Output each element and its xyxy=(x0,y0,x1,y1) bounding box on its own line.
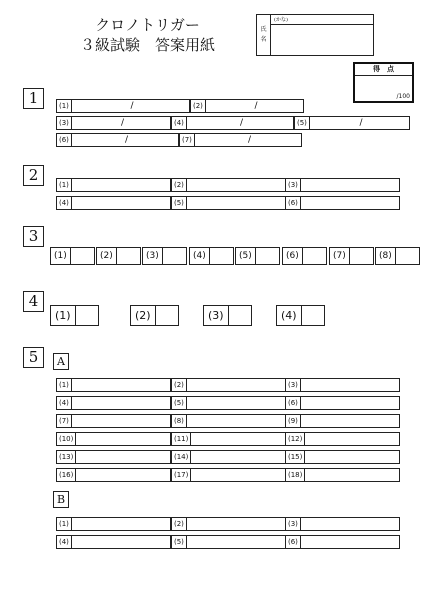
s5b-answer[interactable] xyxy=(171,535,286,549)
s5a-answer[interactable] xyxy=(285,414,400,428)
s5a-answer[interactable] xyxy=(171,414,286,428)
answer-label: (10) xyxy=(57,433,76,445)
answer-label: (4) xyxy=(190,248,210,264)
answer-label: (1) xyxy=(57,379,72,391)
name-label xyxy=(257,15,271,55)
s1-answer-7[interactable] xyxy=(179,133,302,147)
slash-mark: / xyxy=(124,135,128,145)
s3-answer-box[interactable] xyxy=(142,247,187,265)
answer-label: (13) xyxy=(57,451,76,463)
s2-answer[interactable] xyxy=(285,196,400,210)
s4-answer-box[interactable] xyxy=(276,305,325,326)
title-line-2: ３級試験 答案用紙 xyxy=(79,36,215,54)
answer-label: (18) xyxy=(286,469,305,481)
name-label-bottom: 名 xyxy=(260,36,267,43)
s3-answer-box[interactable] xyxy=(189,247,234,265)
s5a-answer[interactable] xyxy=(171,432,286,446)
section-4-number: 4 xyxy=(23,291,44,312)
answer-label: (15) xyxy=(286,451,305,463)
section-1-number: 1 xyxy=(23,88,44,109)
s5a-answer[interactable] xyxy=(285,450,400,464)
answer-label: (1) xyxy=(57,100,72,112)
s4-answer-box[interactable] xyxy=(203,305,252,326)
name-label-top: 氏 xyxy=(260,26,267,33)
score-label: 得 点 xyxy=(355,64,412,76)
s5a-answer[interactable] xyxy=(56,450,171,464)
s5b-answer[interactable] xyxy=(171,517,286,531)
section-3-number: 3 xyxy=(23,226,44,247)
s5b-answer[interactable] xyxy=(56,517,171,531)
answer-label: (3) xyxy=(286,379,301,391)
answer-label: (4) xyxy=(172,117,187,129)
answer-label: (5) xyxy=(172,397,187,409)
s5a-answer[interactable] xyxy=(285,378,400,392)
answer-label: (2) xyxy=(172,379,187,391)
answer-label: (7) xyxy=(330,248,350,264)
s3-answer-box[interactable] xyxy=(329,247,374,265)
s5a-answer[interactable] xyxy=(56,468,171,482)
section-2-number: 2 xyxy=(23,165,44,186)
answer-label: (4) xyxy=(57,536,72,548)
s5a-answer[interactable] xyxy=(171,378,286,392)
s5a-answer[interactable] xyxy=(285,468,400,482)
answer-label: (3) xyxy=(143,248,163,264)
s1-answer-3[interactable] xyxy=(56,116,171,130)
answer-label: (4) xyxy=(277,306,302,325)
s5a-answer[interactable] xyxy=(171,468,286,482)
answer-label: (1) xyxy=(57,179,72,191)
answer-label: (7) xyxy=(57,415,72,427)
s5b-answer[interactable] xyxy=(285,535,400,549)
answer-label: (14) xyxy=(172,451,191,463)
answer-label: (2) xyxy=(131,306,156,325)
slash-mark: / xyxy=(239,118,243,128)
s2-answer[interactable] xyxy=(56,196,171,210)
s5b-answer[interactable] xyxy=(285,517,400,531)
answer-label: (3) xyxy=(286,179,301,191)
answer-label: (16) xyxy=(57,469,76,481)
answer-label: (6) xyxy=(57,134,72,146)
answer-label: (5) xyxy=(172,197,187,209)
answer-label: (12) xyxy=(286,433,305,445)
score-denominator: /100 xyxy=(396,93,410,100)
answer-label: (6) xyxy=(286,397,301,409)
s4-answer-box[interactable] xyxy=(130,305,179,326)
section-5-number: 5 xyxy=(23,347,44,368)
answer-label: (6) xyxy=(286,536,301,548)
name-box[interactable] xyxy=(256,14,374,56)
s1-answer-2[interactable] xyxy=(190,99,304,113)
s1-answer-6[interactable] xyxy=(56,133,179,147)
score-box[interactable] xyxy=(353,62,414,103)
section-5-part-a-label: A xyxy=(53,353,69,370)
s5a-answer[interactable] xyxy=(285,432,400,446)
answer-label: (1) xyxy=(57,518,72,530)
answer-label: (11) xyxy=(172,433,191,445)
s5b-answer[interactable] xyxy=(56,535,171,549)
answer-label: (17) xyxy=(172,469,191,481)
s5a-answer[interactable] xyxy=(56,432,171,446)
answer-label: (1) xyxy=(51,248,71,264)
s5a-answer[interactable] xyxy=(56,414,171,428)
s5a-answer[interactable] xyxy=(285,396,400,410)
answer-label: (9) xyxy=(286,415,301,427)
slash-mark: / xyxy=(254,101,258,111)
slash-mark: / xyxy=(247,135,251,145)
kana-divider xyxy=(270,24,373,25)
answer-label: (2) xyxy=(191,100,206,112)
answer-label: (2) xyxy=(172,518,187,530)
s3-answer-box[interactable] xyxy=(375,247,420,265)
answer-label: (6) xyxy=(286,197,301,209)
slash-mark: / xyxy=(120,118,124,128)
s4-answer-box[interactable] xyxy=(50,305,99,326)
title-line-1: クロノトリガー xyxy=(95,16,200,34)
answer-label: (3) xyxy=(57,117,72,129)
answer-label: (4) xyxy=(57,197,72,209)
answer-label: (2) xyxy=(97,248,117,264)
s3-answer-box[interactable] xyxy=(50,247,95,265)
answer-label: (3) xyxy=(204,306,229,325)
answer-label: (1) xyxy=(51,306,76,325)
s3-answer-box[interactable] xyxy=(96,247,141,265)
answer-label: (6) xyxy=(283,248,303,264)
answer-label: (5) xyxy=(236,248,256,264)
answer-label: (5) xyxy=(295,117,310,129)
slash-mark: / xyxy=(359,118,363,128)
s2-answer[interactable] xyxy=(171,178,286,192)
s2-answer[interactable] xyxy=(285,178,400,192)
s3-answer-box[interactable] xyxy=(235,247,280,265)
s5a-answer[interactable] xyxy=(56,396,171,410)
answer-label: (7) xyxy=(180,134,195,146)
s3-answer-box[interactable] xyxy=(282,247,327,265)
s1-answer-4[interactable] xyxy=(171,116,294,130)
s1-answer-1[interactable] xyxy=(56,99,190,113)
answer-label: (5) xyxy=(172,536,187,548)
s5a-answer[interactable] xyxy=(56,378,171,392)
answer-label: (8) xyxy=(172,415,187,427)
answer-label: (8) xyxy=(376,248,396,264)
s2-answer[interactable] xyxy=(56,178,171,192)
answer-label: (4) xyxy=(57,397,72,409)
answer-label: (2) xyxy=(172,179,187,191)
s5a-answer[interactable] xyxy=(171,396,286,410)
slash-mark: / xyxy=(130,101,134,111)
answer-label: (3) xyxy=(286,518,301,530)
s5a-answer[interactable] xyxy=(171,450,286,464)
kana-label: (かな) xyxy=(274,17,288,23)
s1-answer-5[interactable] xyxy=(294,116,410,130)
section-5-part-b-label: B xyxy=(53,491,69,508)
s2-answer[interactable] xyxy=(171,196,286,210)
